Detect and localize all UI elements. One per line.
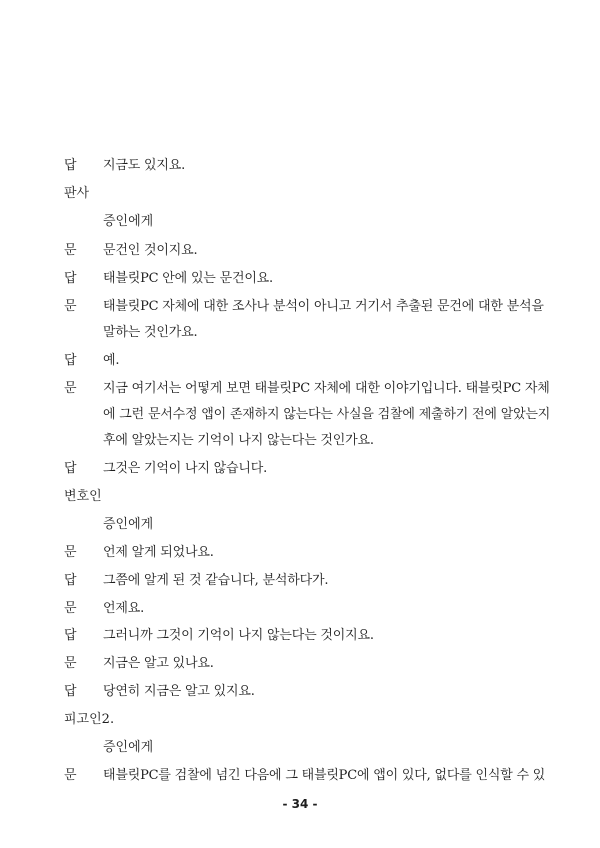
line-text: 그쯤에 알게 된 것 같습니다, 분석하다가. [103, 573, 329, 588]
line-text: 지금 여기서는 어떻게 보면 태블릿PC 자체에 대한 이야기입니다. 태블릿PC 자체 [103, 381, 550, 396]
transcript-continuation [0, 430, 600, 452]
line-text: 말하는 것인가요. [103, 325, 198, 340]
speaker-label: 문 [64, 381, 77, 396]
speaker-label: 답 [64, 353, 77, 368]
transcript-line [0, 458, 600, 480]
line-text: 그러니까 그것이 기억이 나지 않는다는 것이지요. [103, 628, 374, 643]
line-text: 후에 알았는지는 기억이 나지 않는다는 것인가요. [103, 433, 374, 448]
speaker-label: 답 [64, 628, 77, 643]
section-subheading [0, 514, 600, 536]
section-subheading [0, 211, 600, 233]
transcript-line [0, 350, 600, 372]
transcript-line [0, 598, 600, 620]
transcript-line [0, 268, 600, 290]
section-heading [0, 486, 600, 508]
transcript-line [0, 681, 600, 703]
line-text: 언제요. [103, 601, 145, 616]
speaker-label: 문 [64, 656, 77, 671]
line-text: 태블릿PC를 검찰에 넘긴 다음에 그 태블릿PC에 앱이 있다, 없다를 인식할 수 있 [103, 768, 546, 783]
page-number: - 34 - [282, 797, 318, 811]
transcript-line [0, 570, 600, 592]
transcript-line [0, 542, 600, 564]
transcript-line [0, 155, 600, 177]
subheading-text: 증인에게 [103, 214, 154, 229]
speaker-label: 답 [64, 271, 77, 286]
heading-text: 변호인 [64, 489, 102, 504]
transcript-line [0, 653, 600, 675]
subheading-text: 증인에게 [103, 517, 154, 532]
transcript-line [0, 378, 600, 400]
speaker-label: 답 [64, 573, 77, 588]
transcript-continuation [0, 404, 600, 426]
line-text: 그것은 기억이 나지 않습니다. [103, 461, 268, 476]
transcript-line [0, 240, 600, 262]
line-text: 지금도 있지요. [103, 158, 186, 173]
line-text: 문건인 것이지요. [103, 243, 198, 258]
heading-text: 피고인2. [64, 712, 115, 727]
speaker-label: 문 [64, 768, 77, 783]
line-text: 예. [103, 353, 120, 368]
line-text: 지금은 알고 있나요. [103, 656, 214, 671]
speaker-label: 문 [64, 545, 77, 560]
speaker-label: 문 [64, 601, 77, 616]
speaker-label: 문 [64, 299, 77, 314]
line-text: 태블릿PC 안에 있는 문건이요. [103, 271, 273, 286]
speaker-label: 답 [64, 158, 77, 173]
transcript-line [0, 296, 600, 318]
section-heading [0, 709, 600, 731]
line-text: 당연히 지금은 알고 있지요. [103, 684, 255, 699]
line-text: 태블릿PC 자체에 대한 조사나 분석이 아니고 거기서 추출된 문건에 대한 분석을 [103, 299, 544, 314]
transcript-line [0, 625, 600, 647]
section-heading [0, 183, 600, 205]
speaker-label: 답 [64, 461, 77, 476]
transcript-continuation [0, 322, 600, 344]
line-text: 언제 알게 되었나요. [103, 545, 214, 560]
subheading-text: 증인에게 [103, 740, 154, 755]
transcript-line [0, 765, 600, 787]
section-subheading [0, 737, 600, 759]
speaker-label: 문 [64, 243, 77, 258]
speaker-label: 답 [64, 684, 77, 699]
heading-text: 판사 [64, 186, 90, 201]
line-text: 에 그런 문서수정 앱이 존재하지 않는다는 사실을 검찰에 제출하기 전에 알았는지 [103, 407, 551, 422]
